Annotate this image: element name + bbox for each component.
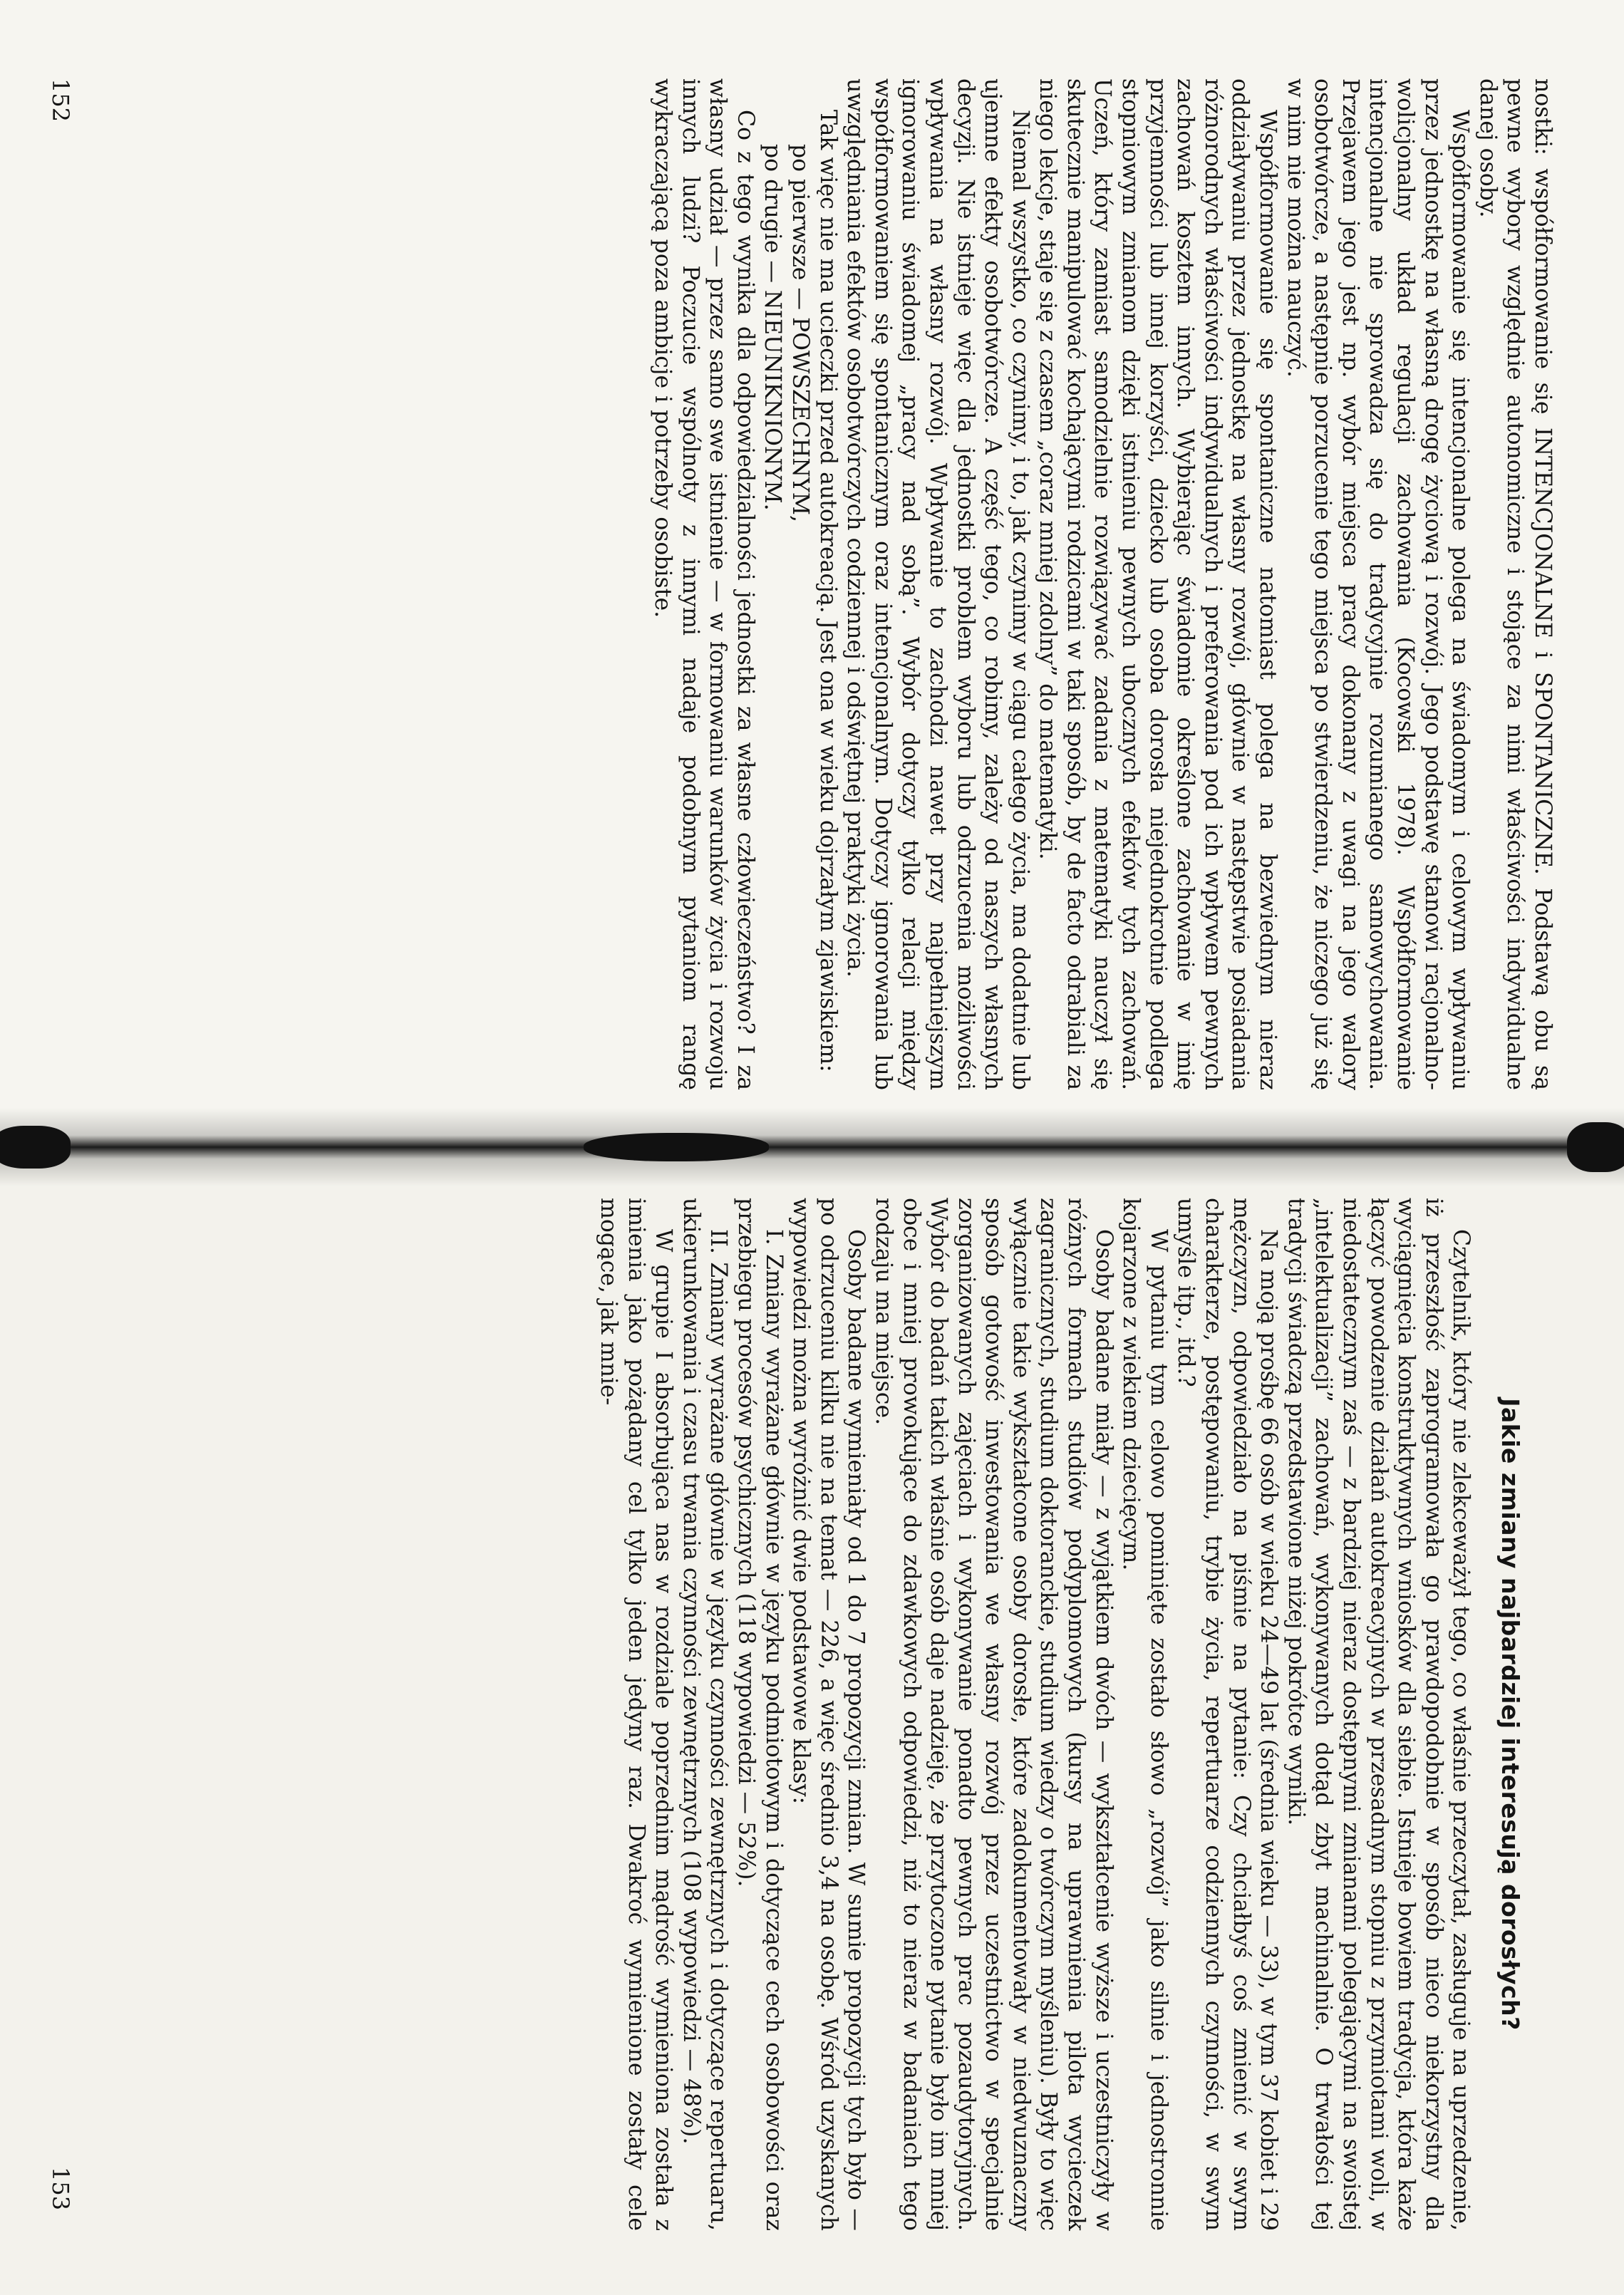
left-page-number: 152	[47, 78, 74, 123]
paragraph: Co z tego wynika dla odpowiedzialności jednostki za własne człowieczeństwo? I za własny udział — przez samo swe istnienie — w formowaniu warunków życia i rozwoju innych ludzi? Poczucie wspólnoty z innymi nadaje podobnym pytaniom rangę wykraczającą poza ambicje i potrzeby osobiste.	[650, 78, 758, 1090]
right-page-number: 153	[47, 2167, 74, 2211]
paragraph: Osoby badane wymieniały od 1 do 7 propozycji zmian. W sumie propozycji tych było — po odrzuceniu kilku nie na temat — 226, a więc średnio 3,4 na osobę. Wśród uzyskanych wypowiedzi można wyróżnić dwie podstawowe klasy:	[788, 1198, 869, 2231]
paragraph: Tak więc nie ma ucieczki przed autokreacją. Jest ona w wieku dojrzałym zjawiskiem:	[814, 110, 841, 1072]
left-page	[0, 0, 1624, 1147]
book-gutter-shadow	[0, 1108, 1624, 1186]
ink-blot	[0, 1126, 71, 1169]
paragraph: po drugie — NIEUNIKNIONYM.	[760, 144, 786, 511]
paragraph: Niemal wszystko, co czynimy, i to, jak czynimy w ciągu całego życia, ma dodatnie lub ujemne efekty osobotwórcze. A część tego, co robimy, zależy od naszych własnych decyzji. Nie istnieje więc dla jednostki problem wyboru lub odrzucenia możliwości wpływania na własny rozwój. Wpływanie to zachodzi nawet przy najpełniejszym ignorowaniu świadomej „pracy nad sobą”. Wybór dotyczy tylko relacji między współformowaniem się spontanicznym oraz intencjonalnym. Dotyczy ignorowania lub uwzględniania efektów osobotwórczych codziennej i odświętnej praktyki życia.	[842, 78, 1033, 1090]
paragraph: Współformowanie się spontaniczne natomiast polega na bezwiednym nieraz oddziaływaniu przez jednostkę na własny rozwój, głównie w następstwie posiadania różnorodnych właściwości indywidualnych i preferowania pod ich wpływem pewnych zachowań kosztem innych. Wybierając świadomie określone zachowanie w imię przyjemności lub innej korzyści, dziecko lub osoba dorosła niejednokrotnie podlega stopniowym zmianom dzięki istnieniu pewnych ubocznych efektów tych zachowań. Uczeń, który zamiast samodzielnie rozwiązywać zadania z matematyki nauczył się skutecznie manipulować kochającymi rodzicami w taki sposób, by de facto odrabiali za niego lekcje, staje się z czasem „coraz mniej zdolny” do matematyki.	[1035, 78, 1281, 1090]
paragraph: W pytaniu tym celowo pominięte zostało słowo „rozwój” jako silnie i jednostronnie kojarzone z wiekiem dziecięcym.	[1118, 1198, 1172, 2231]
right-page	[0, 1148, 1624, 2295]
paragraph: W grupie I absorbująca nas w rozdziale poprzednim mądrość wymieniona została z imienia jako pożądany cel tylko jeden jedyny raz. Dwakroć wymienione zostały cele mogące, jak mnie-	[596, 1198, 677, 2231]
paragraph: II. Zmiany wyrażane głównie w języku czynności zewnętrznych i dotyczące repertuaru, ukierunkowania i czasu trwania czynności zewnętrznych (108 wypowiedzi — 48%).	[678, 1198, 732, 2231]
paragraph: I. Zmiany wyrażane głównie w języku podmiotowym i dotyczące cech osobowości oraz przebiegu procesów psychicznych (118 wypowiedzi — 52%).	[733, 1198, 787, 2231]
paragraph: Osoby badane miały — z wyjątkiem dwóch — wykształcenie wyższe i uczestniczyły w różnych formach studiów podyplomowych (kursy na uprawnienia pilota wycieczek zagranicznych, studium doktoranckie, studium wiedzy o twórczym myśleniu). Były to więc wyłącznie takie wykształcone osoby dorosłe, które zadokumentowały w niedwuznaczny sposób gotowość inwestowania we własny rozwój przez uczestnictwo w specjalnie zorganizowanych zajęciach i wykonywanie ponadto pewnych prac pozaudytoryjnych. Wybór do badań takich właśnie osób daje nadzieję, że przytoczone pytanie było im mniej obce i mniej prowokujące do zdawkowych odpowiedzi, niż to nieraz w badaniach tego rodzaju ma miejsce.	[870, 1198, 1117, 2231]
paragraph: Czytelnik, który nie zlekceważył tego, co właśnie przeczytał, zasługuje na uprzedzenie, iż przeszłość zaprogramowała go prawdopodobnie w sposób nieco niekorzystny dla wyciągnięcia konstruktywnych wniosków dla siebie. Istnieje bowiem tradycja, która każe łączyć powodzenie działań autokreacyjnych w przesadnym stopniu z przymiotami woli, w niedostatecznym zaś — z bardziej nieraz dostępnymi zmianami polegającymi na swoistej „intelektualizacji” zachowań, wykonywanych dotąd zbyt machinalnie. O trwałości tej tradycji świadczą przedstawione niżej pokrótce wyniki.	[1283, 1198, 1474, 2231]
paragraph: Współformowanie się intencjonalne polega na świadomym i celowym wpływaniu przez jednostkę na własną drogę życiową i rozwój. Jego podstawę stanowi racjonalno-wolicjonalny układ regulacji zachowania (Kocowski 1978). Współformowanie intencjonalne nie sprowadza się do tradycyjnie rozumianego samowychowania. Przejawem jego jest np. wybór miejsca pracy dokonany z uwagi na jego walory osobotwórcze, a następnie porzucenie tego miejsca po stwierdzeniu, że niczego już się w nim nie można nauczyć.	[1282, 78, 1474, 1090]
paragraph: nostki: współformowanie się INTENCJONALNE i SPONTANICZNE. Podstawą obu są pewne wybory względnie autonomiczne i stojące za nimi właściwości indywidualne danej osoby.	[1474, 78, 1556, 1090]
ink-blot	[584, 1133, 769, 1161]
right-page-text	[594, 1198, 1556, 2231]
section-heading: Jakie zmiany najbardziej interesują dorosłych?	[1496, 1398, 1524, 2031]
paragraph: po pierwsze — POWSZECHNYM,	[787, 144, 813, 523]
paragraph: Na moją prośbę 66 osób w wieku 24—49 lat (średnia wieku — 33), w tym 37 kobiet i 29 mężczyzn, odpowiedziało na piśmie na pytanie: Czy chciałbyś coś zmienić w swym charakterze, postępowaniu, trybie życia, repertuarze codziennych czynności, w swym umyśle itp., itd.?	[1173, 1198, 1282, 2231]
ink-blot	[1567, 1122, 1624, 1172]
left-page-text	[648, 78, 1556, 1090]
